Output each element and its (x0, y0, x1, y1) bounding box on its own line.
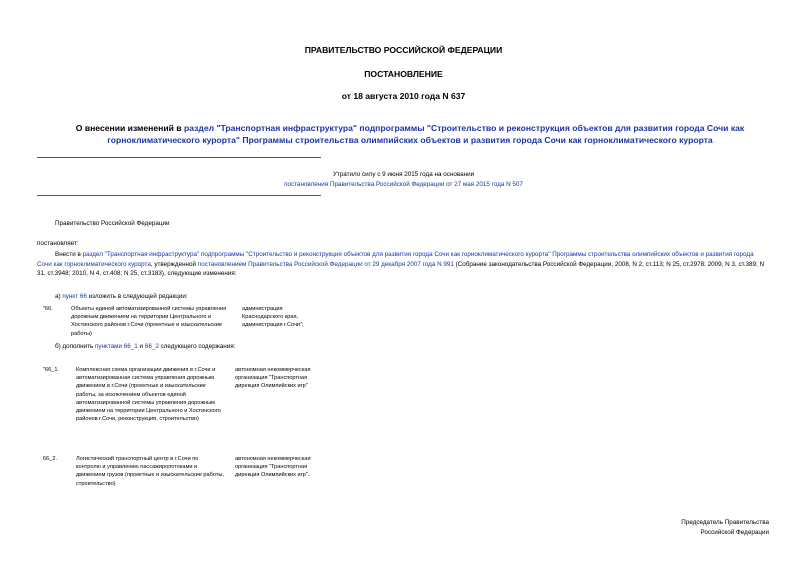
title-section-link[interactable]: раздел "Транспортная инфраструктура" подпрограммы "Строительство и реконструкция объектов для развития города Сочи как горноклиматического курорта" Программы строительства олимпийских объектов и развития города Сочи как горноклиматического курорта (107, 123, 745, 145)
document-date-number: от 18 августа 2010 года N 637 (341, 91, 466, 101)
item-b-link-66-1[interactable]: пунктами 66_1 (95, 343, 138, 350)
intro-decree-link[interactable]: постановлением Правительства Российской Федерации от 29 декабря 2007 года N 991 (197, 260, 454, 268)
item-b (55, 342, 235, 352)
row-66-1-description: Комплексная схема организации движения в г.Сочи и автоматизированная система управления дорожным движением в г.Сочи (проектные и изыскательские работы, за исключением объектов единой автоматизированной системы управления дорожным движением на территории Центрального и Хостинского районов г.Сочи, реконструкция, строительство) (76, 367, 221, 423)
item-b-prefix: б) дополнить (55, 343, 95, 350)
row-66-1-responsible: автономная некоммерческая организация "Транспортная дирекция Олимпийских игр" (235, 367, 311, 390)
divider-top (37, 157, 321, 158)
intro-prefix: Внести в (55, 251, 83, 258)
row-66-responsible: администрация Краснодарского края, администрация г.Сочи"; (242, 306, 304, 329)
item-a-suffix: изложить в следующей редакции: (86, 293, 188, 300)
issuer: Правительство Российской Федерации (55, 220, 170, 227)
government-heading: ПРАВИТЕЛЬСТВО РОССИЙСКОЙ ФЕДЕРАЦИИ (304, 45, 503, 55)
document-title (55, 122, 765, 146)
signature-block (681, 518, 769, 537)
item-b-and: и (137, 343, 145, 350)
repeal-notice (0, 170, 807, 189)
item-b-suffix: следующего содержания: (158, 343, 236, 350)
item-a-link[interactable]: пункт 66 (62, 293, 87, 300)
item-a (55, 292, 188, 302)
intro-suffix: (Собрание законодательства Российской Федерации, 2008, N 2, ст.113; N 25, ст.2978; 2009, N 3, ст.389; N 31, ст.3948; 2010, N 4, ст.408; N 25, ст.3183), следующие изменения: (37, 260, 765, 278)
signature-org: Российской Федерации (700, 528, 769, 536)
title-prefix: О внесении изменений в (75, 123, 184, 133)
row-66-description: Объекты единой автоматизированной системы управления дорожным движением на территории Центрального и Хостинского районов г.Сочи (проектные и изыскательские работы) (71, 306, 227, 337)
row-66-2-number: 66_2. (43, 456, 57, 462)
row-66-number: "66. (43, 306, 53, 312)
item-b-link-66-2[interactable]: 66_2 (144, 343, 159, 350)
repeal-decree-link[interactable]: постановления Правительства Российской Федерации от 27 мая 2015 года N 507 (284, 180, 523, 188)
document-type: ПОСТАНОВЛЕНИЕ (364, 69, 443, 79)
repeal-text: Утратило силу с 9 июня 2015 года на основании (332, 171, 475, 178)
decrees-word: постановляет: (37, 240, 79, 247)
divider-bottom (37, 195, 321, 196)
row-66-2-description: Логистический транспортный центр в г.Сочи по контролю и управлению пассажиропотоками и движением грузов (проектные и изыскательские работы, строительство) (76, 456, 224, 487)
row-66-1-number: "66_1. (43, 367, 59, 373)
signature-title: Председатель Правительства (681, 519, 769, 526)
intro-mid: , утвержденной (150, 260, 198, 268)
row-66-2-responsible: автономная некоммерческая организация "Транспортная дирекция Олимпийских игр". (235, 456, 311, 479)
intro-section-link[interactable]: раздел "Транспортная инфраструктура" подпрограммы "Строительство и реконструкция объектов для развития города Сочи как горноклиматического курорта" Программы строительства олимпийских объектов и развития города Сочи как горноклиматического курорта (37, 251, 754, 268)
item-a-prefix: а) (55, 293, 63, 300)
intro-paragraph (37, 250, 770, 279)
